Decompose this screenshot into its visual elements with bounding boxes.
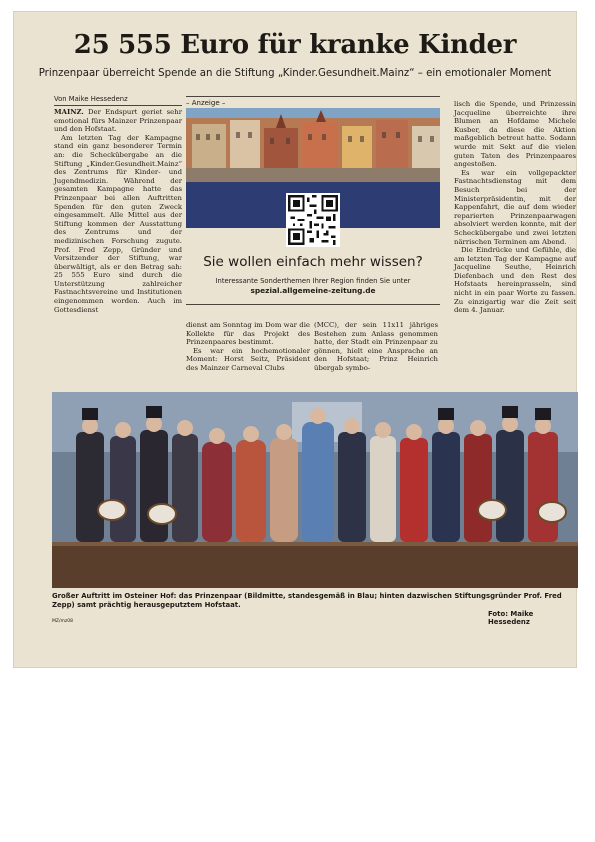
article-paragraph: Die Eindrücke und Gefühle, die am letzten Tag der Kampagne auf Jacqueline Seuthe, Heinrich Diefenbach und den Rest des Hofstaats hereinprasseln, sind nicht in ein paar Worte zu fassen. Zu einzigartig war die Zeit seit dem 4. Januar. — [454, 246, 576, 315]
article-subheadline: Prinzenpaar überreicht Spende an die Stiftung „Kinder.Gesundheit.Mainz“ – ein emotionaler Moment — [38, 68, 552, 79]
article-headline: 25 555 Euro für kranke Kinder — [73, 30, 517, 60]
article-column-2 — [186, 321, 310, 373]
article-column-1 — [54, 108, 182, 314]
ad-headline: Sie wollen einfach mehr wissen? — [203, 254, 423, 270]
article-paragraph: dienst am Sonntag im Dom war die Kollekte für das Projekt des Prinzenpaares bestimmt. — [186, 321, 310, 347]
article-paragraph: Es war ein hochemotionaler Moment: Horst Seitz, Präsident des Mainzer Carneval Clubs — [186, 346, 310, 372]
photo-caption: Großer Auftritt im Osteiner Hof: das Prinzenpaar (Bildmitte, standesgemäß in Blau; hinten dazwischen Stiftungsgründer Prof. Fred Zepp) samt prächtig herausgeputztem Hofstaat. — [52, 592, 562, 609]
article-paragraph: (MCC), der sein 11x11 jähriges Bestehen zum Anlass genommen hatte, der Stadt ein Prinzenpaar zu gönnen, hielt eine Ansprache an den Hofstaat; Prinz Heinrich übergab symbo- — [314, 321, 438, 372]
newspaper-clipping — [14, 12, 576, 667]
article-text: Der Endspurt geriet sehr emotional fürs Mainzer Prinzenpaar und den Hofstaat. — [54, 108, 182, 134]
article-column-3 — [314, 321, 438, 373]
group-photo — [52, 392, 578, 588]
article-code: MZ/mz08 — [52, 619, 73, 624]
ad-url-link[interactable]: spezial.allgemeine-zeitung.de — [250, 286, 376, 295]
ad-divider — [186, 304, 440, 305]
photo-credit: Foto: Maike Hessedenz — [488, 610, 534, 626]
article-byline: Von Maike Hessedenz — [54, 95, 182, 106]
article-column-4 — [454, 100, 576, 315]
qr-code[interactable] — [286, 193, 340, 247]
article-dateline: MAINZ. — [54, 108, 84, 116]
ad-description: Interessante Sonderthemen Ihrer Region finden Sie unter — [215, 277, 411, 285]
article-paragraph: lisch die Spende, und Prinzessin Jacqueline überreichte ihre Blumen an Hofdame Michele Kusber, da diese die Aktion maßgeblich betreut hatte. Sodann wurde mit Sekt auf die vielen guten Taten des Prinzenpaares angestoßen. — [454, 100, 576, 169]
ad-label: – Anzeige – — [186, 96, 440, 107]
article-paragraph — [54, 108, 182, 134]
ad-text — [186, 277, 440, 295]
article-paragraph: Am letzten Tag der Kampagne stand ein ganz besonderer Termin an: die Scheckübergabe an die Stiftung „Kinder.Gesundheit.Mainz“ des Zentrums für Kinder- und Jugendmedizin. Während der gesamten Kampagne hatte das Prinzenpaar bei allen Auftritten Spenden für den guten Zweck eingesammelt. Alle Mittel aus der Stiftung kommen der Ausstattung des Zentrums und der medizinischen Forschung zugute. Prof. Fred Zepp, Gründer und Vorsitzender der Stiftung, war überwältigt, als er den Betrag sah: 25 555 Euro sind durch die Unterstützung zahlreicher Fastnachtsvereine und Institutionen eingenommen worden. Auch im Gottesdienst — [54, 133, 182, 314]
article-paragraph: Es war ein vollgepackter Fastnachtsdienstag mit dem Besuch bei der Ministerpräsidentin, mit der Kappenfahrt, die auf dem wieder reparierten Prinzenpaarwagen absolviert werden konnte, mit der Scheckübergabe und zwei letzten närrischen Terminen am Abend. — [454, 168, 576, 246]
